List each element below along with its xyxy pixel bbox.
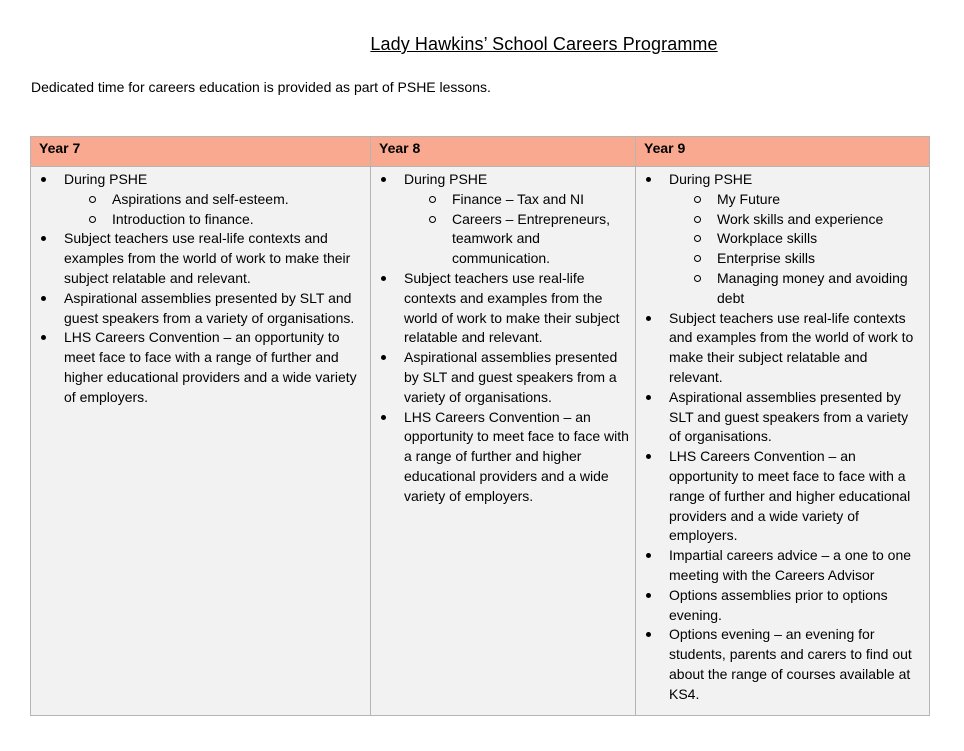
sub-list-item: Introduction to finance. (64, 210, 364, 230)
intro-text: Dedicated time for careers education is provided as part of PSHE lessons. (31, 79, 491, 95)
cell-year-7 (31, 167, 371, 716)
item-text: During PSHE (669, 171, 753, 187)
sub-list-item: Work skills and experience (669, 210, 923, 230)
sub-list (404, 190, 629, 269)
header-year-7: Year 7 (31, 137, 371, 167)
sub-list-item: Finance – Tax and NI (404, 190, 629, 210)
sub-list-item: Managing money and avoiding debt (669, 269, 923, 309)
list-item: LHS Careers Convention – an opportunity to meet face to face with a range of further and higher educational providers and a wide variety of employers. (35, 328, 364, 407)
list-item: LHS Careers Convention – an opportunity to meet face to face with a range of further and higher educational providers and a wide variety of employers. (375, 408, 629, 507)
sub-list (64, 190, 364, 230)
list-item: Aspirational assemblies presented by SLT and guest speakers from a variety of organisations. (35, 289, 364, 329)
cell-year-8 (371, 167, 636, 716)
table-header-row (31, 137, 930, 167)
table-body-row (31, 167, 930, 716)
list-item: Options evening – an evening for students, parents and carers to find out about the range of courses available at KS4. (640, 625, 923, 704)
list-item: Subject teachers use real-life contexts and examples from the world of work to make their subject relatable and relevant. (640, 309, 923, 388)
careers-table (30, 136, 930, 716)
page-title: Lady Hawkins’ School Careers Programme (370, 34, 718, 54)
year-9-list (640, 170, 923, 705)
item-text: During PSHE (64, 171, 148, 187)
list-item (640, 170, 923, 309)
sub-list-item: Careers – Entrepreneurs, teamwork and communication. (404, 210, 629, 269)
list-item: Subject teachers use real-life contexts and examples from the world of work to make their subject relatable and relevant. (375, 269, 629, 348)
cell-year-9 (636, 167, 930, 716)
list-item (375, 170, 629, 269)
header-year-9: Year 9 (636, 137, 930, 167)
list-item: Aspirational assemblies presented by SLT and guest speakers from a variety of organisations. (640, 388, 923, 447)
list-item: Aspirational assemblies presented by SLT and guest speakers from a variety of organisations. (375, 348, 629, 407)
list-item (35, 170, 364, 229)
list-item: Options assemblies prior to options evening. (640, 586, 923, 626)
list-item: Subject teachers use real-life contexts and examples from the world of work to make their subject relatable and relevant. (35, 229, 364, 288)
list-item: Impartial careers advice – a one to one meeting with the Careers Advisor (640, 546, 923, 586)
year-7-list (35, 170, 364, 408)
sub-list-item: Enterprise skills (669, 249, 923, 269)
sub-list-item: My Future (669, 190, 923, 210)
sub-list-item: Aspirations and self-esteem. (64, 190, 364, 210)
header-year-8: Year 8 (371, 137, 636, 167)
year-8-list (375, 170, 629, 507)
sub-list-item: Workplace skills (669, 229, 923, 249)
sub-list (669, 190, 923, 309)
item-text: During PSHE (404, 171, 488, 187)
list-item: LHS Careers Convention – an opportunity to meet face to face with a range of further and higher educational providers and a wide variety of employers. (640, 447, 923, 546)
